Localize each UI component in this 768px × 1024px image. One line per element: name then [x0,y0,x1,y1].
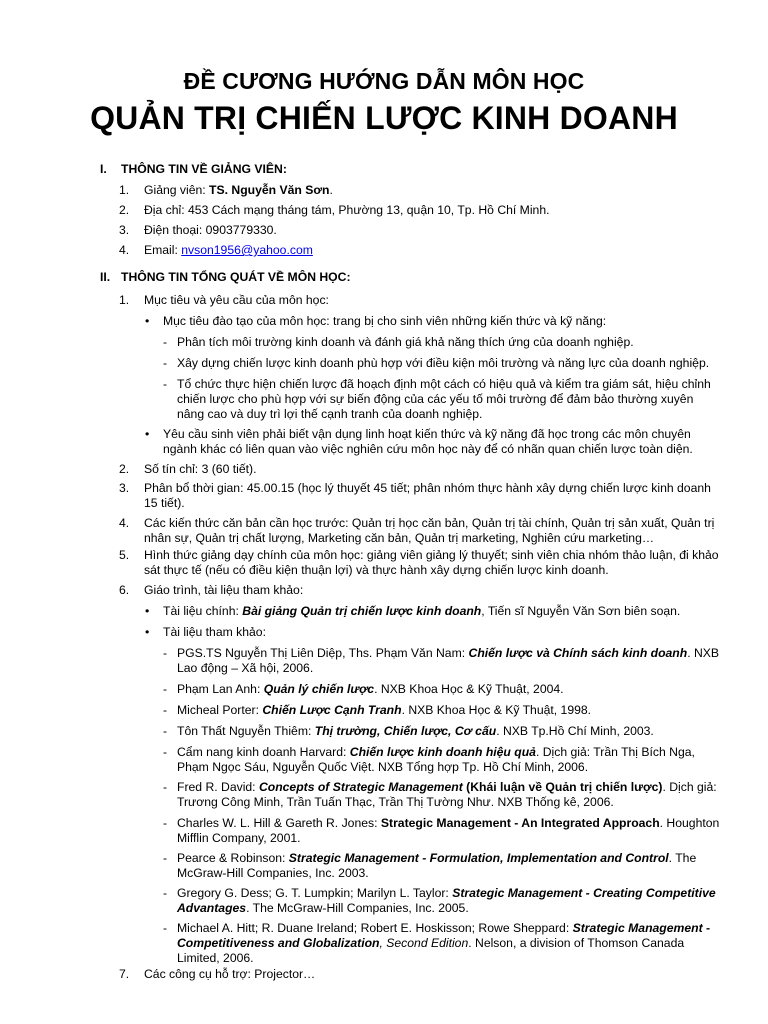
dash-icon: - [163,682,168,696]
item-text-bold: TS. Nguyễn Văn Sơn [209,183,330,197]
bullet-item-line: ngành khác có liên quan vào việc nghiên cứu môn học này để có nhãn quan chiến lược toàn diện. [163,442,693,456]
list-item [144,243,313,258]
item-number: 3. [119,481,130,495]
ref-text: Micheal Porter: [177,703,263,717]
ref-text: . NXB Khoa Học & Kỹ Thuật, 2004. [374,682,564,696]
reference-item [177,745,695,760]
dash-item-line: chiến lược cho phù hợp với sự biến động của các yếu tố môi trường để đảm bảo thường xuyên [177,392,694,406]
reference-item [177,703,591,718]
ref-text: . Dịch giả: [662,780,717,794]
item-text-bold-italic: Bài giảng Quản trị chiến lược kinh doanh [242,604,482,618]
reference-item-line [177,901,469,916]
ref-text: . NXB Tp.Hồ Chí Minh, 2003. [496,724,654,738]
ref-text: . Nelson, a division of Thomson Canada [468,936,685,950]
ref-title: Thị trường, Chiến lược, Cơ cấu [314,724,497,738]
bullet-item-line: Yêu cầu sinh viên phải biết vận dụng linh hoạt kiến thức và kỹ năng đã học trong các môn chuyên [163,427,691,441]
ref-title: Strategic Management - [572,921,711,935]
list-item-line: nhân sự, Quản trị chất lượng, Marketing căn bản, Quản trị marketing, Nghiên cứu marketing… [144,531,655,545]
list-item-line: sát thực tế (nếu có điều kiện thuận lợi) và thực hành xây dựng chiến lược kinh doanh. [144,563,609,577]
ref-text: Phạm Lan Anh: [177,682,264,696]
list-item: Điện thoại: 0903779330. [144,223,277,237]
ref-title: Chiến Lược Cạnh Tranh [262,703,402,717]
list-item: Số tín chỉ: 3 (60 tiết). [144,462,257,476]
ref-text: PGS.TS Nguyễn Thị Liên Diệp, Ths. Phạm Văn Nam: [177,646,469,660]
reference-item [177,682,564,697]
ref-text: . The McGraw-Hill Companies, Inc. 2005. [246,901,469,915]
section-heading: THÔNG TIN VỀ GIẢNG VIÊN: [121,162,287,176]
ref-text: . Houghton [659,816,720,830]
bullet-item [163,604,680,619]
reference-item [177,886,716,901]
ref-text: Tôn Thất Nguyễn Thiêm: [177,724,315,738]
list-item: Mục tiêu và yêu cầu của môn học: [144,293,329,307]
ref-title: Concepts of Strategic Management [258,780,463,794]
item-text: Email: [144,243,182,257]
list-item-line: Hình thức giảng dạy chính của môn học: giảng viên giảng lý thuyết; sinh viên chia nhóm thảo luận, đi khảo [144,548,719,562]
item-number: 2. [119,462,130,476]
item-number: 2. [119,203,130,217]
dash-icon: - [163,377,168,391]
section-number: I. [100,162,107,176]
ref-text: Michael A. Hitt; R. Duane Ireland; Robert E. Hoskisson; Rowe Sheppard: [177,921,573,935]
dash-item-line: nâng cao và duy trì lợi thế cạnh tranh của doanh nghiệp. [177,407,483,421]
dash-icon: - [163,335,168,349]
reference-item [177,921,710,936]
list-item: Địa chỉ: 453 Cách mạng tháng tám, Phường 13, quận 10, Tp. Hồ Chí Minh. [144,203,550,217]
item-number: 3. [119,223,130,237]
item-number: 6. [119,583,130,597]
dash-icon: - [163,921,168,935]
ref-title: Advantages [177,901,247,915]
bullet-icon: • [145,604,150,618]
reference-item [177,646,719,661]
bullet-icon: • [145,625,150,639]
ref-text: . Dịch giả: Trần Thị Bích Nga, [535,745,695,759]
dash-icon: - [163,780,168,794]
ref-title: (Khái luận về Quản trị chiến lược) [462,780,663,794]
document-title-line1: ĐỀ CƯƠNG HƯỚNG DẪN MÔN HỌC [183,68,585,94]
ref-text: . NXB [687,646,720,660]
dash-item-line: Tổ chức thực hiện chiến lược đã hoạch định một cách có hiệu quả và kiểm tra giám sát, hiệu chỉnh [177,377,711,391]
document-title-line2: QUẢN TRỊ CHIẾN LƯỢC KINH DOANH [90,100,678,136]
item-number: 1. [119,183,130,197]
section-heading: THÔNG TIN TỔNG QUÁT VỀ MÔN HỌC: [121,270,351,284]
dash-icon: - [163,745,168,759]
ref-text: . NXB Khoa Học & Kỹ Thuật, 1998. [401,703,592,717]
bullet-item: Tài liệu tham khảo: [163,625,266,639]
reference-item [177,780,717,795]
list-item [144,183,333,198]
reference-item-line: Phạm Ngọc Sáu, Nguyễn Quốc Việt. NXB Tổng hợp Tp. Hồ Chí Minh, 2006. [177,760,589,774]
section-number: II. [100,270,111,284]
ref-text: Gregory G. Dess; G. T. Lumpkin; Marilyn L. Taylor: [177,886,453,900]
reference-item-line: McGraw-Hill Companies, Inc. 2003. [177,866,369,880]
dash-icon: - [163,816,168,830]
reference-item-line: Mifflin Company, 2001. [177,831,301,845]
item-number: 7. [119,967,130,981]
ref-title: Strategic Management - Formulation, Implementation and Control [288,851,669,865]
ref-title: Strategic Management - Creating Competitive [452,886,716,900]
bullet-icon: • [145,314,150,328]
ref-edition: , Second Edition [379,936,469,950]
list-item-line: Các kiến thức căn bản cần học trước: Quản trị học căn bản, Quản trị tài chính, Quản trị sản xuất, Quản trị [144,516,715,530]
bullet-icon: • [145,427,150,441]
reference-item-line: Trương Công Minh, Trần Tuấn Thạc, Trần Thị Tường Như. NXB Thống kê, 2006. [177,795,614,809]
item-text: . [329,183,333,197]
dash-icon: - [163,724,168,738]
item-text: Giảng viên: [144,183,210,197]
bullet-item: Mục tiêu đào tạo của môn học: trang bị cho sinh viên những kiến thức và kỹ năng: [163,314,607,328]
item-number: 1. [119,293,130,307]
reference-item-line: Lao động – Xã hội, 2006. [177,661,314,675]
ref-text: Cẩm nang kinh doanh Harvard: [177,745,350,759]
dash-icon: - [163,851,168,865]
item-text: , Tiến sĩ Nguyễn Văn Sơn biên soạn. [481,604,681,618]
ref-title: Competitiveness and Globalization [177,936,380,950]
item-number: 4. [119,516,130,530]
reference-item [177,851,696,866]
list-item: Các công cụ hỗ trợ: Projector… [144,967,316,981]
ref-text: Pearce & Robinson: [177,851,289,865]
dash-item: Phân tích môi trường kinh doanh và đánh giá khả năng thích ứng của doanh nghiệp. [177,335,634,349]
reference-item-line: Limited, 2006. [177,951,254,965]
item-number: 5. [119,548,130,562]
dash-icon: - [163,356,168,370]
item-number: 4. [119,243,130,257]
list-item-line: 15 tiết). [144,496,185,510]
list-item: Giáo trình, tài liệu tham khảo: [144,583,304,597]
list-item-line: Phân bổ thời gian: 45.00.15 (học lý thuyết 45 tiết; phân nhóm thực hành xây dựng chiến lược kinh doanh [144,481,711,495]
reference-item-line [177,936,684,951]
reference-item [177,724,654,739]
ref-title: Chiến lược và Chính sách kinh doanh [468,646,688,660]
item-text: Tài liệu chính: [163,604,243,618]
ref-text: . The [668,851,697,865]
dash-icon: - [163,886,168,900]
ref-title: Quản lý chiến lược [263,682,375,696]
ref-title: Strategic Management - An Integrated Approach [380,816,660,830]
ref-text: Fred R. David: [177,780,259,794]
dash-icon: - [163,646,168,660]
email-link[interactable]: nvson1956@yahoo.com [181,243,313,257]
ref-title: Chiến lược kinh doanh hiệu quả [349,745,536,759]
dash-icon: - [163,703,168,717]
reference-item [177,816,719,831]
ref-text: Charles W. L. Hill & Gareth R. Jones: [177,816,381,830]
dash-item: Xây dựng chiến lược kinh doanh phù hợp với điều kiện môi trường và năng lực của doanh nghiệp. [177,356,710,370]
